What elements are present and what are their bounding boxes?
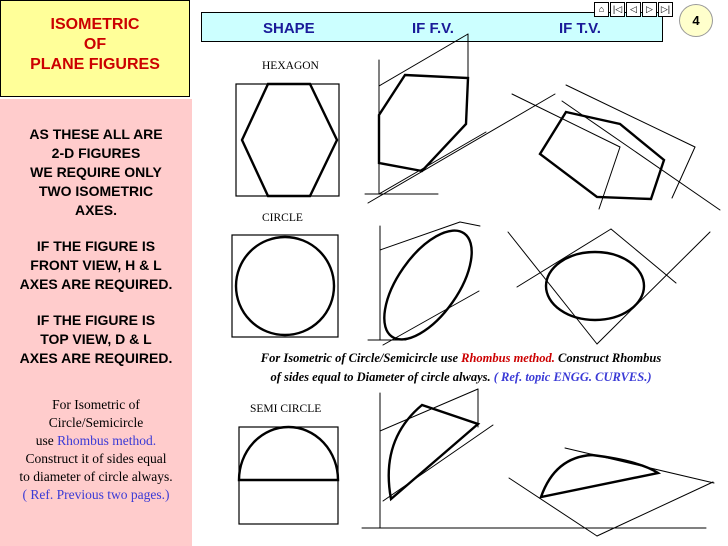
- info-line: FRONT VIEW, H & L: [30, 257, 162, 273]
- note-text: Construct Rhombus: [554, 351, 662, 365]
- info-line: AS THESE ALL ARE: [29, 126, 163, 142]
- title-line-3: PLANE FIGURES: [30, 56, 160, 73]
- rhombus-note: [198, 349, 724, 387]
- circle-shape: [232, 235, 338, 337]
- reference-link[interactable]: ( Ref. topic ENGG. CURVES.): [493, 370, 652, 384]
- info-line: Construct it of sides equal: [25, 451, 167, 466]
- semicircle-tv: [509, 448, 714, 536]
- note-text: of sides equal to Diameter of circle always.: [270, 370, 494, 384]
- hexagon-tv: [512, 85, 720, 210]
- info-line: 2-D FIGURES: [51, 145, 141, 161]
- title-line-2: OF: [83, 36, 107, 53]
- info-line: IF THE FIGURE IS: [36, 312, 156, 328]
- rhombus-method-link[interactable]: Rhombus method.: [57, 433, 157, 448]
- circle-tv: [508, 229, 710, 344]
- info-line: Circle/Semicircle: [48, 415, 144, 430]
- info-text: use: [35, 433, 58, 448]
- circle-fv: [367, 216, 488, 354]
- info-line: AXES ARE REQUIRED.: [19, 350, 173, 366]
- info-line: TOP VIEW, D & L: [40, 331, 152, 347]
- page-number-badge: 4: [679, 4, 713, 37]
- home-icon[interactable]: ⌂: [594, 2, 609, 17]
- info-line: AXES ARE REQUIRED.: [19, 276, 173, 292]
- info-line: AXES.: [74, 202, 117, 218]
- info-line: IF THE FIGURE IS: [36, 238, 156, 254]
- title-line-1: ISOMETRIC: [50, 16, 140, 33]
- info-line: WE REQUIRE ONLY: [30, 164, 162, 180]
- first-page-icon[interactable]: |◁: [610, 2, 625, 17]
- hexagon-shape: [236, 84, 339, 196]
- last-page-icon[interactable]: ▷|: [658, 2, 673, 17]
- semicircle-fv: [362, 389, 706, 528]
- label-circle: CIRCLE: [262, 212, 303, 224]
- note-text: For Isometric of Circle/Semicircle use: [260, 351, 462, 365]
- info-line: For Isometric of: [52, 397, 140, 412]
- hexagon-fv: [365, 34, 555, 203]
- header-shape: SHAPE: [263, 20, 315, 37]
- previous-page-icon[interactable]: ◁: [626, 2, 641, 17]
- rhombus-method-text: Rhombus method.: [461, 351, 555, 365]
- info-line: to diameter of circle always.: [19, 469, 173, 484]
- label-hexagon: HEXAGON: [262, 60, 319, 72]
- note-line-2: [198, 368, 724, 387]
- info-line: TWO ISOMETRIC: [38, 183, 154, 199]
- header-tv: IF T.V.: [559, 20, 601, 37]
- next-page-icon[interactable]: ▷: [642, 2, 657, 17]
- header-fv: IF F.V.: [412, 20, 454, 37]
- reference-link[interactable]: ( Ref. Previous two pages.): [22, 487, 170, 502]
- label-semicircle: SEMI CIRCLE: [250, 403, 322, 415]
- semicircle-shape: [239, 427, 338, 524]
- note-line-1: [198, 349, 724, 368]
